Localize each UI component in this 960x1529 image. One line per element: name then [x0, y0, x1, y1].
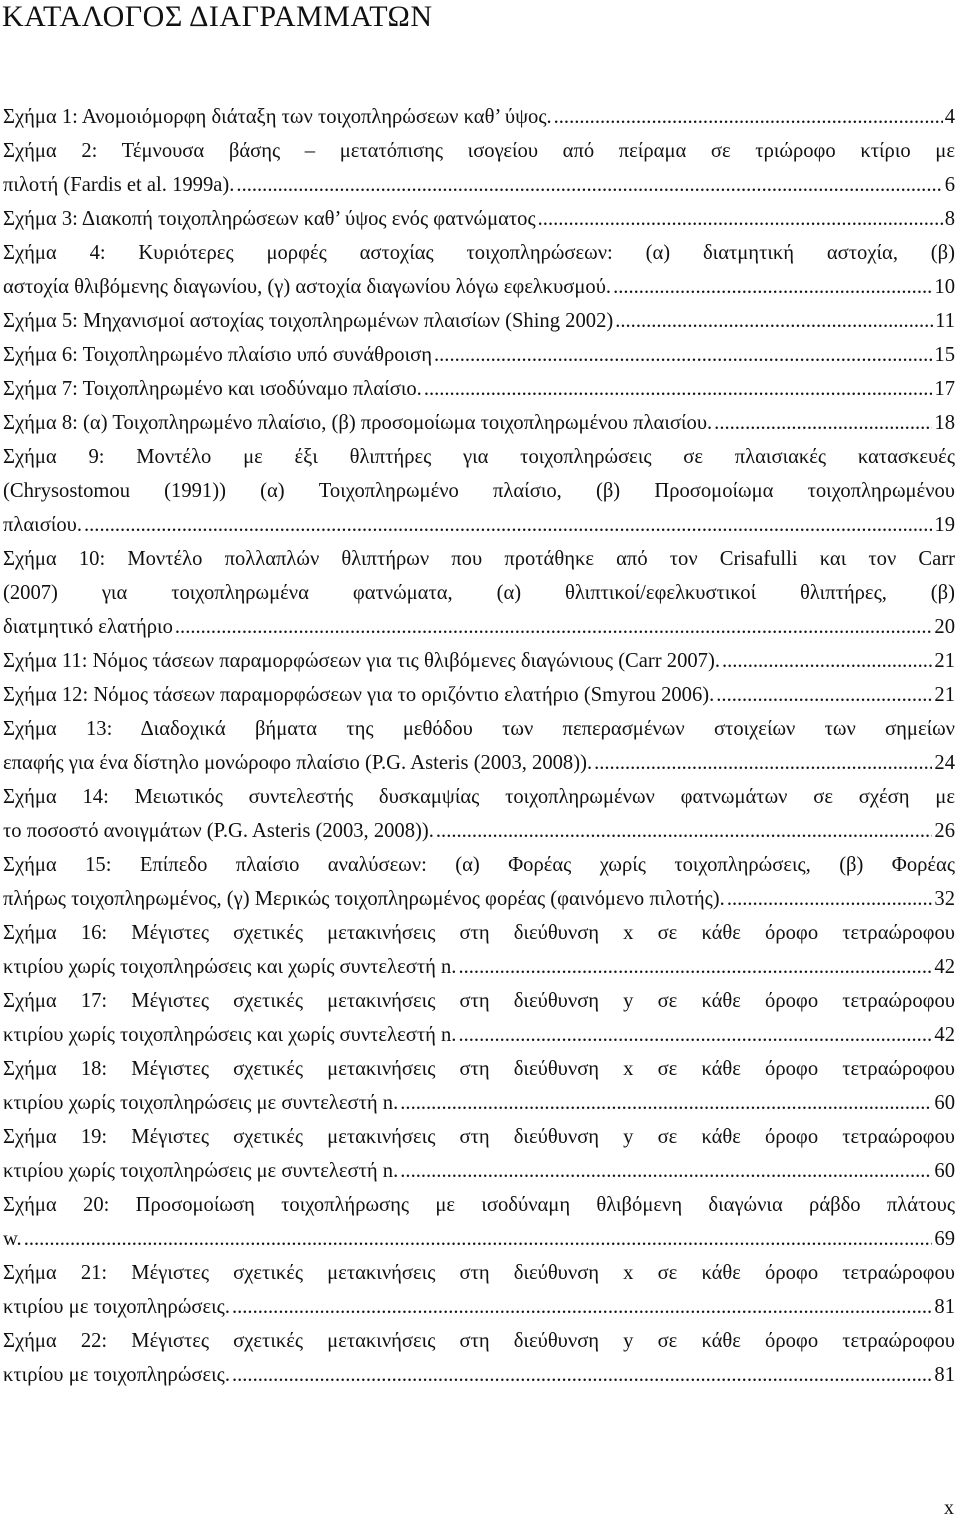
entry-text: Σχήμα 20: Προσομοίωση τοιχοπλήρωσης με ισοδύναμη θλιβόμενη διαγώνια ράβδο πλάτους	[3, 1194, 955, 1216]
entry-page-number: 4	[944, 106, 955, 128]
entry-text: Σχήμα 19: Μέγιστες σχετικές μετακινήσεις στη διεύθυνση y σε κάθε όροφο τετραώροφου	[3, 1126, 955, 1148]
dot-leader	[458, 950, 932, 984]
entry-line	[3, 474, 955, 508]
entry-line	[3, 236, 955, 270]
entry-line	[3, 1052, 955, 1086]
entry-last-line	[3, 746, 955, 780]
entry-page-number: 21	[934, 650, 955, 672]
entry-text: Σχήμα 15: Επίπεδο πλαίσιο αναλύσεων: (α) Φορέας χωρίς τοιχοπληρώσεις, (β) Φορέας	[3, 854, 955, 876]
entry-line	[3, 1256, 955, 1290]
figure-entry[interactable]	[3, 678, 955, 712]
figure-entry[interactable]	[3, 848, 955, 916]
entry-page-number: 32	[934, 888, 955, 910]
entry-page-number: 42	[934, 956, 955, 978]
dot-leader	[538, 202, 943, 236]
entry-text: Σχήμα 2: Τέμνουσα βάσης – μετατόπισης ισογείου από πείραμα σε τριώροφο κτίριο με	[3, 140, 955, 162]
entry-text: κτιρίου χωρίς τοιχοπληρώσεις με συντελεστή n.	[3, 1160, 399, 1182]
entry-last-line	[3, 1290, 955, 1324]
figure-entry[interactable]	[3, 372, 955, 406]
figure-entry[interactable]	[3, 202, 955, 236]
page-number: x	[944, 1497, 954, 1519]
figure-entry[interactable]	[3, 542, 955, 644]
entry-line	[3, 134, 955, 168]
dot-leader	[424, 372, 933, 406]
entry-text: Σχήμα 16: Μέγιστες σχετικές μετακινήσεις στη διεύθυνση x σε κάθε όροφο τετραώροφου	[3, 922, 955, 944]
entry-last-line	[3, 1018, 955, 1052]
entry-page-number: 26	[934, 820, 955, 842]
entry-last-line	[3, 1086, 955, 1120]
entry-last-line	[3, 1222, 955, 1256]
dot-leader	[400, 1086, 932, 1120]
dot-leader	[400, 1154, 932, 1188]
entry-line	[3, 1188, 955, 1222]
figure-list	[3, 100, 955, 1392]
figure-entry[interactable]	[3, 644, 955, 678]
entry-page-number: 6	[944, 174, 955, 196]
dot-leader	[613, 270, 932, 304]
entry-page-number: 24	[934, 752, 955, 774]
entry-page-number: 11	[935, 310, 955, 332]
figure-entry[interactable]	[3, 236, 955, 304]
entry-text: Σχήμα 18: Μέγιστες σχετικές μετακινήσεις στη διεύθυνση x σε κάθε όροφο τετραώροφου	[3, 1058, 955, 1080]
dot-leader	[727, 882, 933, 916]
entry-last-line	[3, 950, 955, 984]
entry-line	[3, 440, 955, 474]
entry-text: Σχήμα 8: (α) Τοιχοπληρωμένο πλαίσιο, (β) προσομοίωμα τοιχοπληρωμένου πλαισίου.	[3, 412, 713, 434]
entry-text: (2007) για τοιχοπληρωμένα φατνώματα, (α) θλιπτικοί/εφελκυστικοί θλιπτήρες, (β)	[3, 582, 955, 604]
dot-leader	[434, 338, 932, 372]
dot-leader	[236, 168, 942, 202]
entry-text: Σχήμα 21: Μέγιστες σχετικές μετακινήσεις στη διεύθυνση x σε κάθε όροφο τετραώροφου	[3, 1262, 955, 1284]
entry-page-number: 10	[934, 276, 955, 298]
entry-text: w.	[3, 1228, 22, 1250]
entry-text: Σχήμα 6: Τοιχοπληρωμένο πλαίσιο υπό συνάθροιση	[3, 344, 432, 366]
figure-entry[interactable]	[3, 406, 955, 440]
dot-leader	[594, 746, 932, 780]
entry-last-line	[3, 610, 955, 644]
entry-page-number: 42	[934, 1024, 955, 1046]
entry-last-line	[3, 882, 955, 916]
dot-leader	[722, 644, 932, 678]
entry-text: κτιρίου χωρίς τοιχοπληρώσεις με συντελεστή n.	[3, 1092, 399, 1114]
entry-line	[3, 542, 955, 576]
entry-page-number: 60	[934, 1092, 955, 1114]
entry-text: κτιρίου χωρίς τοιχοπληρώσεις και χωρίς συντελεστή n.	[3, 956, 457, 978]
entry-last-line	[3, 338, 955, 372]
dot-leader	[232, 1358, 932, 1392]
entry-text: κτιρίου με τοιχοπληρώσεις.	[3, 1296, 230, 1318]
entry-text: (Chrysostomou (1991)) (α) Τοιχοπληρωμένο πλαίσιο, (β) Προσομοίωμα τοιχοπληρωμένου	[3, 480, 955, 502]
entry-text: διατμητικό ελατήριο	[3, 616, 173, 638]
entry-text: Σχήμα 14: Μειωτικός συντελεστής δυσκαμψίας τοιχοπληρωμένων φατνωμάτων σε σχέση με	[3, 786, 955, 808]
entry-last-line	[3, 270, 955, 304]
entry-text: πιλοτή (Fardis et al. 1999a).	[3, 174, 235, 196]
figure-entry[interactable]	[3, 304, 955, 338]
entry-last-line	[3, 406, 955, 440]
figure-entry[interactable]	[3, 1188, 955, 1256]
entry-line	[3, 984, 955, 1018]
dot-leader	[436, 814, 933, 848]
dot-leader	[458, 1018, 932, 1052]
entry-last-line	[3, 304, 955, 338]
entry-text: Σχήμα 3: Διακοπή τοιχοπληρώσεων καθ’ ύψος ενός φατνώματος	[3, 208, 536, 230]
entry-text: πλαισίου.	[3, 514, 82, 536]
entry-text: Σχήμα 4: Κυριότερες μορφές αστοχίας τοιχοπληρώσεων: (α) διατμητική αστοχία, (β)	[3, 242, 955, 264]
dot-leader	[232, 1290, 932, 1324]
dot-leader	[554, 100, 943, 134]
entry-text: Σχήμα 5: Μηχανισμοί αστοχίας τοιχοπληρωμένων πλαισίων (Shing 2002)	[3, 310, 614, 332]
entry-text: κτιρίου χωρίς τοιχοπληρώσεις και χωρίς συντελεστή n.	[3, 1024, 457, 1046]
figure-entry[interactable]	[3, 916, 955, 984]
dot-leader	[84, 508, 932, 542]
dot-leader	[716, 678, 932, 712]
entry-page-number: 21	[934, 684, 955, 706]
figure-entry[interactable]	[3, 100, 955, 134]
entry-line	[3, 712, 955, 746]
dot-leader	[24, 1222, 933, 1256]
entry-line	[3, 780, 955, 814]
entry-last-line	[3, 508, 955, 542]
dot-leader	[175, 610, 933, 644]
entry-text: το ποσοστό ανοιγμάτων (P.G. Asteris (2003, 2008)).	[3, 820, 434, 842]
entry-page-number: 17	[934, 378, 955, 400]
entry-text: Σχήμα 12: Νόμος τάσεων παραμορφώσεων για το οριζόντιο ελατήριο (Smyrou 2006).	[3, 684, 715, 706]
entry-last-line	[3, 202, 955, 236]
entry-last-line	[3, 678, 955, 712]
entry-line	[3, 576, 955, 610]
entry-text: Σχήμα 17: Μέγιστες σχετικές μετακινήσεις στη διεύθυνση y σε κάθε όροφο τετραώροφου	[3, 990, 955, 1012]
entry-page-number: 81	[934, 1364, 955, 1386]
entry-page-number: 60	[934, 1160, 955, 1182]
entry-text: Σχήμα 11: Νόμος τάσεων παραμορφώσεων για τις θλιβόμενες διαγώνιους (Carr 2007).	[3, 650, 720, 672]
entry-text: Σχήμα 7: Τοιχοπληρωμένο και ισοδύναμο πλαίσιο.	[3, 378, 422, 400]
figure-entry[interactable]	[3, 1324, 955, 1392]
figure-entry[interactable]	[3, 1256, 955, 1324]
figure-entry[interactable]	[3, 440, 955, 542]
entry-line	[3, 916, 955, 950]
entry-page-number: 19	[934, 514, 955, 536]
entry-line	[3, 848, 955, 882]
entry-page-number: 20	[934, 616, 955, 638]
entry-last-line	[3, 168, 955, 202]
page-title: ΚΑΤΑΛΟΓΟΣ ΔΙΑΓΡΑΜΜΑΤΩΝ	[2, 0, 433, 33]
entry-text: κτιρίου με τοιχοπληρώσεις.	[3, 1364, 230, 1386]
figure-entry[interactable]	[3, 134, 955, 202]
dot-leader	[615, 304, 933, 338]
figure-entry[interactable]	[3, 1052, 955, 1120]
entry-page-number: 15	[934, 344, 955, 366]
entry-line	[3, 1120, 955, 1154]
entry-page-number: 81	[934, 1296, 955, 1318]
figure-entry[interactable]	[3, 1120, 955, 1188]
entry-page-number: 69	[934, 1228, 955, 1250]
figure-entry[interactable]	[3, 780, 955, 848]
entry-last-line	[3, 1154, 955, 1188]
entry-last-line	[3, 644, 955, 678]
entry-text: αστοχία θλιβόμενης διαγωνίου, (γ) αστοχία διαγωνίου λόγω εφελκυσμού.	[3, 276, 612, 298]
entry-last-line	[3, 372, 955, 406]
entry-text: επαφής για ένα δίστηλο μονώροφο πλαίσιο (P.G. Asteris (2003, 2008)).	[3, 752, 593, 774]
entry-last-line	[3, 814, 955, 848]
figure-entry[interactable]	[3, 338, 955, 372]
entry-text: πλήρως τοιχοπληρωμένος, (γ) Μερικώς τοιχοπληρωμένος φορέας (φαινόμενο πιλοτής).	[3, 888, 725, 910]
entry-last-line	[3, 100, 955, 134]
entry-line	[3, 1324, 955, 1358]
entry-text: Σχήμα 13: Διαδοχικά βήματα της μεθόδου των πεπερασμένων στοιχείων των σημείων	[3, 718, 955, 740]
entry-text: Σχήμα 22: Μέγιστες σχετικές μετακινήσεις στη διεύθυνση y σε κάθε όροφο τετραώροφου	[3, 1330, 955, 1352]
entry-text: Σχήμα 1: Ανομοιόμορφη διάταξη των τοιχοπληρώσεων καθ’ ύψος.	[3, 106, 552, 128]
entry-text: Σχήμα 10: Μοντέλο πολλαπλών θλιπτήρων που προτάθηκε από τον Crisafulli και τον Carr	[3, 548, 955, 570]
figure-entry[interactable]	[3, 984, 955, 1052]
dot-leader	[714, 406, 932, 440]
entry-page-number: 18	[934, 412, 955, 434]
entry-text: Σχήμα 9: Μοντέλο με έξι θλιπτήρες για τοιχοπληρώσεις σε πλαισιακές κατασκευές	[3, 446, 955, 468]
entry-last-line	[3, 1358, 955, 1392]
figure-entry[interactable]	[3, 712, 955, 780]
entry-page-number: 8	[944, 208, 955, 230]
